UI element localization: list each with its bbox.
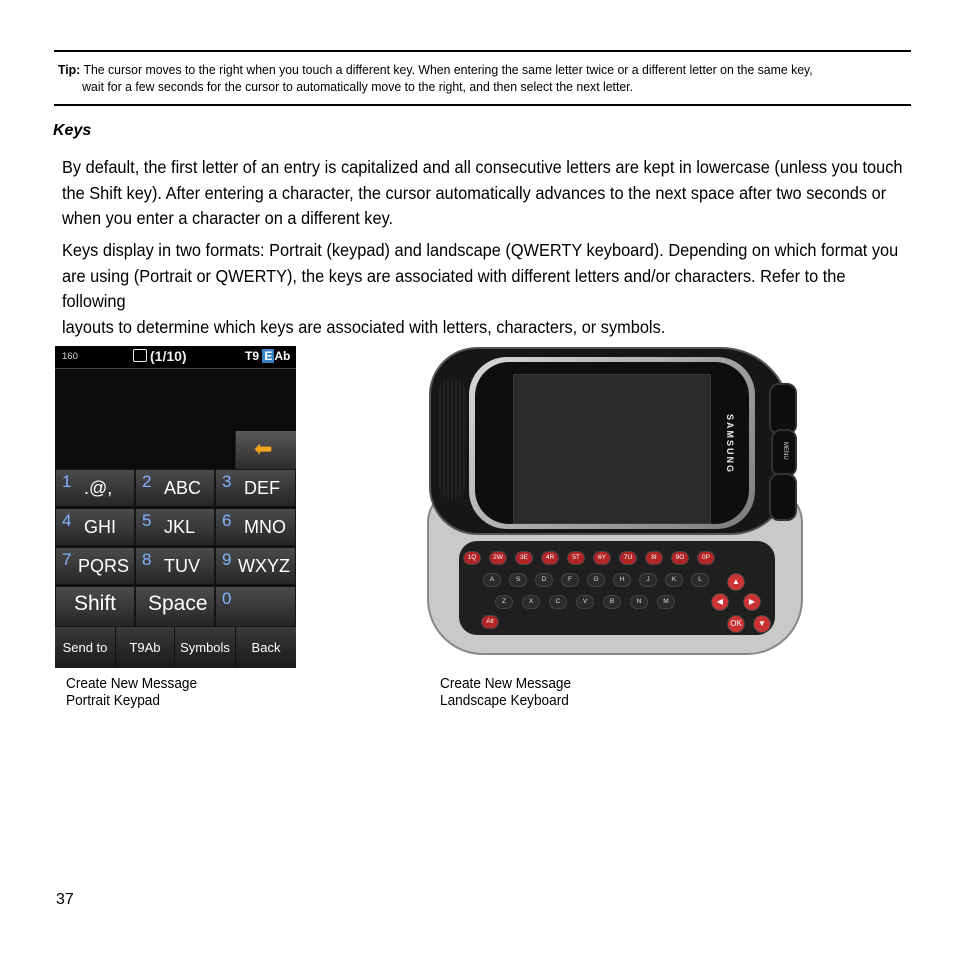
key-number: 5 — [142, 511, 152, 530]
back-button[interactable]: Back — [251, 640, 281, 655]
keyboard-key-u: 7U — [619, 551, 637, 565]
para1-line: the Shift key). After entering a character, the cursor automatically advances to the next space after two seconds or — [62, 182, 887, 203]
keyboard-key-h: H — [613, 573, 631, 587]
tip-label: Tip: — [58, 62, 81, 77]
message-counter-text: (1/10) — [150, 348, 187, 364]
key-1[interactable] — [55, 469, 135, 507]
menu-label: MENU — [782, 442, 788, 460]
tip-text-line2: wait for a few seconds for the cursor to automatically move to the right, and then select the next letter. — [82, 79, 634, 94]
keyboard-key-f: F — [561, 573, 579, 587]
key-5[interactable] — [135, 508, 215, 546]
keyboard-key-j: J — [639, 573, 657, 587]
key-4[interactable] — [55, 508, 135, 546]
send-key — [769, 383, 797, 435]
brand-logo: SAMSUNG — [725, 414, 735, 475]
key-number: 8 — [142, 550, 152, 569]
keyboard-key-k: K — [665, 573, 683, 587]
para1-line: when you enter a character on a different key. — [62, 208, 394, 228]
key-label: WXYZ — [238, 556, 290, 576]
key-number: 9 — [222, 550, 232, 569]
end-key — [769, 473, 797, 521]
backspace-key[interactable] — [235, 431, 296, 469]
caption-line: Create New Message — [440, 676, 572, 692]
keyboard-key-p: 0P — [697, 551, 715, 565]
key-label: .@, — [84, 478, 113, 498]
key-number: 7 — [62, 550, 72, 569]
tip-box — [58, 61, 850, 95]
speaker-grille — [439, 379, 465, 499]
qwerty-keyboard — [459, 541, 775, 635]
arrow-left-icon: ⬅ — [254, 436, 273, 461]
caption-line: Portrait Keypad — [66, 693, 160, 709]
keyboard-key-r: 4R — [541, 551, 559, 565]
message-icon — [133, 349, 147, 362]
tip-bottom-rule — [54, 104, 911, 106]
paragraph-defaults — [62, 155, 908, 232]
portrait-keypad-screen — [55, 346, 296, 668]
keyboard-key-a: A — [483, 573, 501, 587]
key-label: GHI — [84, 517, 117, 537]
key-6[interactable] — [215, 508, 296, 546]
caption-line: Create New Message — [66, 676, 198, 692]
keyboard-key-y: 6Y — [593, 551, 611, 565]
nav-down-icon: ▼ — [753, 615, 771, 633]
keyboard-key-o: 9O — [671, 551, 689, 565]
landscape-caption — [440, 676, 571, 710]
symbols-button[interactable]: Symbols — [175, 627, 236, 668]
ok-key: OK — [727, 615, 745, 633]
keyboard-key-n: N — [630, 595, 648, 609]
page-number: 37 — [56, 891, 74, 908]
keyboard-key-alt: Alt — [481, 615, 499, 629]
keyboard-key-d: D — [535, 573, 553, 587]
shift-key[interactable] — [55, 586, 135, 627]
nav-right-icon: ▶ — [743, 593, 761, 611]
key-3[interactable] — [215, 469, 296, 507]
key-2[interactable] — [135, 469, 215, 507]
tip-text: The cursor moves to the right when you touch a different key. When entering the same letter twice or a different letter on the same key, — [83, 62, 813, 77]
keyboard-key-s: S — [509, 573, 527, 587]
keyboard-key-e: 3E — [515, 551, 533, 565]
keyboard-key-x: X — [522, 595, 540, 609]
section-heading: Keys — [53, 122, 92, 139]
key-0[interactable] — [215, 586, 296, 627]
key-label: PQRS — [78, 556, 130, 576]
para2-line: are using (Portrait or QWERTY), the keys are associated with different letters and/or characters. Refer to the following — [62, 265, 846, 311]
landscape-device-illustration — [427, 347, 803, 655]
key-8[interactable] — [135, 547, 215, 585]
nav-up-icon: ▲ — [727, 573, 745, 591]
send-to-button[interactable]: Send to — [55, 627, 116, 668]
keyboard-key-i: 8I — [645, 551, 663, 565]
keyboard-key-b: B — [603, 595, 621, 609]
keyboard-key-l: L — [691, 573, 709, 587]
keyboard-key-m: M — [657, 595, 675, 609]
keyboard-key-c: C — [549, 595, 567, 609]
status-bar — [55, 346, 296, 369]
key-label: JKL — [164, 517, 196, 537]
tip-top-rule — [54, 50, 911, 52]
key-number: 6 — [222, 511, 232, 530]
portrait-caption — [66, 676, 197, 710]
keyboard-key-v: V — [576, 595, 594, 609]
key-7[interactable] — [55, 547, 135, 585]
key-label: MNO — [244, 517, 286, 537]
key-number: 1 — [62, 472, 72, 491]
key-number: 2 — [142, 472, 152, 491]
key-9[interactable] — [215, 547, 296, 585]
space-key[interactable] — [135, 586, 215, 627]
mode-e: E — [264, 349, 273, 363]
key-number: 3 — [222, 472, 232, 491]
input-mode-indicator — [245, 349, 290, 363]
mode-suffix: Ab — [274, 349, 291, 363]
keyboard-key-z: Z — [495, 595, 513, 609]
keyboard-key-t: 5T — [567, 551, 585, 565]
message-counter — [133, 348, 187, 364]
soft-key-bar — [55, 627, 296, 668]
space-label: Space — [148, 592, 208, 615]
paragraph-formats — [62, 238, 908, 340]
device-screen — [513, 374, 711, 524]
key-label: DEF — [244, 478, 280, 498]
keyboard-key-q: 1Q — [463, 551, 481, 565]
mode-prefix: T9 — [245, 349, 260, 363]
key-number: 0 — [222, 589, 232, 608]
key-number: 4 — [62, 511, 72, 530]
key-label: ABC — [164, 478, 202, 498]
keyboard-key-w: 2W — [489, 551, 507, 565]
para1-line: By default, the first letter of an entry is capitalized and all consecutive letters are kept in lowercase (unless you touch — [62, 157, 903, 177]
para2-line: layouts to determine which keys are associated with letters, characters, or symbols. — [62, 316, 666, 337]
shift-label: Shift — [74, 592, 117, 615]
nav-left-icon: ◀ — [711, 593, 729, 611]
char-count: 160 — [62, 351, 78, 362]
caption-line: Landscape Keyboard — [440, 693, 569, 709]
t9ab-button[interactable]: T9Ab — [116, 627, 175, 668]
device-top-housing — [429, 347, 791, 535]
para2-line: Keys display in two formats: Portrait (keypad) and landscape (QWERTY keyboard). Depending on which format you — [62, 240, 899, 260]
key-label: TUV — [164, 556, 200, 576]
keyboard-key-g: G — [587, 573, 605, 587]
